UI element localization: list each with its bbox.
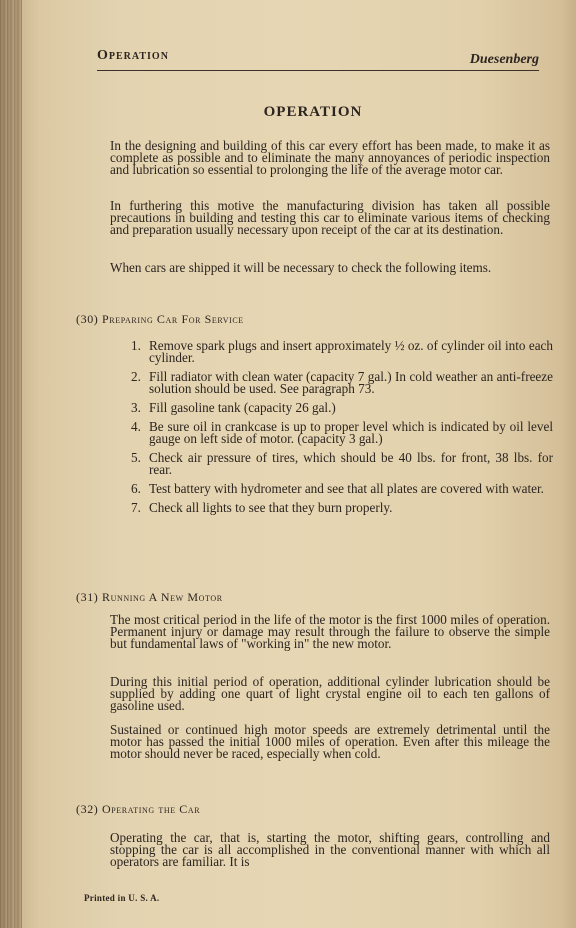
list-item-number: 7. xyxy=(131,500,141,515)
list-item-text: Fill radiator with clean water (capacity 7 gal.) In cold weather an anti-freeze solution should be used. See paragraph 73. xyxy=(149,369,553,396)
page-binding-edge xyxy=(0,0,22,928)
intro-paragraph-1: In the designing and building of this car every effort has been made, to make it as complete as possible and to eliminate the many annoyances of periodic inspection and lubrication so essential to prolonging the life of the average motor car. xyxy=(110,138,550,177)
section-32-paragraph-1: Operating the car, that is, starting the motor, shifting gears, controlling and stopping the car is all accomplished in the conventional manner with which all operators are familiar. It is xyxy=(110,830,550,869)
list-item xyxy=(125,483,553,495)
list-item-number: 4. xyxy=(131,419,141,434)
running-header xyxy=(97,42,539,71)
section-31-paragraph-3: Sustained or continued high motor speeds are extremely detrimental until the motor has passed the initial 1000 miles of operation. Even after this mileage the motor should never be raced, especially when cold. xyxy=(110,722,550,761)
section-30-list xyxy=(125,340,553,521)
list-item xyxy=(125,402,553,414)
list-item-text: Check all lights to see that they burn properly. xyxy=(149,500,393,515)
list-item-text: Check air pressure of tires, which should be 40 lbs. for front, 38 lbs. for rear. xyxy=(149,450,553,477)
list-item-number: 1. xyxy=(131,338,141,353)
intro-paragraph-3: When cars are shipped it will be necessary to check the following items. xyxy=(110,260,492,275)
list-item-number: 6. xyxy=(131,481,141,496)
section-31-heading: (31) Running A New Motor xyxy=(76,590,223,604)
list-item-number: 5. xyxy=(131,450,141,465)
list-item xyxy=(125,452,553,476)
section-30-heading: (30) Preparing Car For Service xyxy=(76,312,244,326)
header-section-title: Operation xyxy=(97,48,169,63)
list-item-text: Fill gasoline tank (capacity 26 gal.) xyxy=(149,400,336,415)
list-item-text: Be sure oil in crankcase is up to proper level which is indicated by oil level gauge on left side of motor. (capacity 3 gal.) xyxy=(149,419,553,446)
list-item xyxy=(125,371,553,395)
list-item xyxy=(125,340,553,364)
list-item-number: 2. xyxy=(131,369,141,384)
list-item-text: Test battery with hydrometer and see that all plates are covered with water. xyxy=(149,481,544,496)
list-item xyxy=(125,502,553,514)
header-brand: Duesenberg xyxy=(469,52,539,67)
printed-in-footer: Printed in U. S. A. xyxy=(84,893,160,903)
list-item-text: Remove spark plugs and insert approximately ½ oz. of cylinder oil into each cylinder. xyxy=(149,338,553,365)
page-title: OPERATION xyxy=(263,104,363,120)
section-31-paragraph-1: The most critical period in the life of the motor is the first 1000 miles of operation. Permanent injury or damage may result through the failure to observe the simple but fundamental laws of "working in" the new motor. xyxy=(110,612,550,651)
list-item-number: 3. xyxy=(131,400,141,415)
section-31-paragraph-2: During this initial period of operation, additional cylinder lubrication should be supplied by adding one quart of light crystal engine oil to each ten gallons of gasoline used. xyxy=(110,674,550,713)
section-32-heading: (32) Operating the Car xyxy=(76,802,201,816)
intro-paragraph-2: In furthering this motive the manufacturing division has taken all possible precautions in building and testing this car to eliminate various items of checking and preparation usually necessary upon receipt of the car at its destination. xyxy=(110,198,550,237)
list-item xyxy=(125,421,553,445)
